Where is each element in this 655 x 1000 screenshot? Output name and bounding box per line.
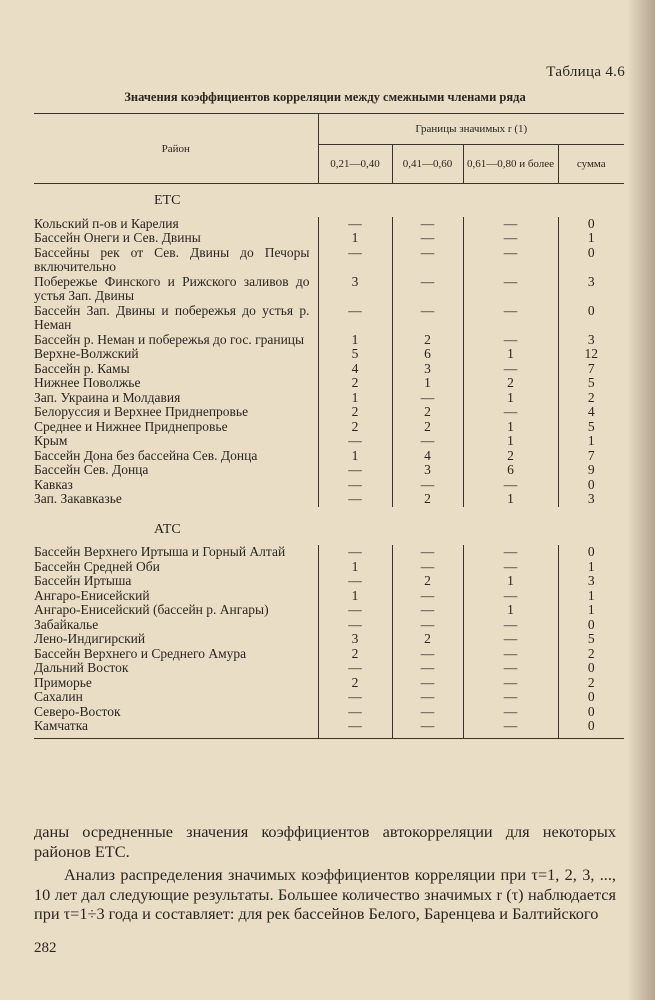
region-cell: Лено-Индигирский — [34, 631, 146, 646]
table-row — [34, 304, 624, 333]
header-col-3: 0,61—0,80 и более — [463, 145, 558, 184]
value-cell: 2 — [392, 632, 463, 647]
sum-cell: 0 — [558, 545, 624, 560]
header-col-1: 0,21—0,40 — [318, 145, 392, 184]
page-number: 282 — [34, 940, 57, 956]
value-cell: 1 — [463, 603, 558, 618]
value-cell: — — [392, 391, 463, 406]
table-row — [34, 275, 624, 304]
table-row — [34, 632, 624, 647]
table-row — [34, 603, 624, 618]
table-row — [34, 376, 624, 391]
sum-cell: 7 — [558, 362, 624, 377]
value-cell: 5 — [318, 347, 392, 362]
sum-cell: 9 — [558, 463, 624, 478]
paragraph: Анализ распределения значимых коэффициентов корреляции при τ=1, 2, 3, ..., 10 лет дал следующие результаты. Большее количество значимых r (τ) наблюдается при τ=1÷3 года и составляет: для рек бассейнов Белого, Баренцева и Балтийского — [34, 865, 616, 923]
table-row — [34, 362, 624, 377]
value-cell: — — [463, 705, 558, 720]
sum-cell: 12 — [558, 347, 624, 362]
table-row — [34, 705, 624, 720]
value-cell: 3 — [318, 275, 392, 304]
table-row — [34, 647, 624, 662]
sum-cell: 0 — [558, 690, 624, 705]
region-cell: Бассейн Средней Оби — [34, 558, 160, 574]
value-cell: — — [318, 478, 392, 493]
region-cell: Дальний Восток — [34, 660, 129, 675]
value-cell: 2 — [392, 574, 463, 589]
value-cell: — — [392, 647, 463, 662]
value-cell: 1 — [318, 449, 392, 464]
value-cell: — — [463, 304, 558, 333]
value-cell: — — [463, 661, 558, 676]
sum-cell: 5 — [558, 420, 624, 435]
value-cell: 1 — [463, 434, 558, 449]
region-cell: Зап. Украина и Молдавия — [34, 389, 181, 405]
value-cell: 2 — [318, 676, 392, 691]
value-cell: — — [463, 231, 558, 246]
value-cell: — — [463, 560, 558, 575]
value-cell: — — [318, 304, 392, 333]
region-cell: Приморье — [34, 674, 92, 690]
region-cell: Побережье Финского и Рижского заливов до устья Зап. Двины — [34, 273, 310, 303]
value-cell: — — [318, 574, 392, 589]
value-cell: — — [463, 246, 558, 275]
value-cell: — — [463, 405, 558, 420]
sum-cell: 0 — [558, 705, 624, 720]
region-cell: Бассейны рек от Сев. Двины до Печоры включительно — [34, 244, 310, 274]
table-number: Таблица 4.6 — [546, 64, 625, 80]
value-cell: 2 — [463, 449, 558, 464]
region-cell: Бассейн Верхнего и Среднего Амура — [34, 645, 247, 661]
value-cell: — — [318, 246, 392, 275]
sum-cell: 1 — [558, 231, 624, 246]
region-cell: Бассейн Онеги и Сев. Двины — [34, 230, 201, 245]
body-text — [34, 822, 616, 924]
value-cell: 6 — [392, 347, 463, 362]
value-cell: 4 — [318, 362, 392, 377]
value-cell: 1 — [318, 560, 392, 575]
value-cell: — — [463, 333, 558, 348]
value-cell: — — [392, 719, 463, 738]
value-cell: — — [463, 690, 558, 705]
value-cell: — — [463, 362, 558, 377]
value-cell: — — [318, 719, 392, 738]
section-row — [34, 507, 624, 546]
value-cell: 4 — [392, 449, 463, 464]
header-region: Район — [34, 114, 318, 184]
value-cell: — — [463, 217, 558, 232]
region-cell: Среднее и Нижнее Приднепровье — [34, 418, 228, 434]
value-cell: — — [392, 676, 463, 691]
table-row — [34, 560, 624, 575]
sum-cell: 1 — [558, 434, 624, 449]
value-cell: — — [463, 275, 558, 304]
value-cell: 1 — [318, 333, 392, 348]
section-title: ЕТС — [154, 193, 181, 208]
region-cell: Нижнее Поволжье — [34, 375, 141, 390]
value-cell: 2 — [392, 333, 463, 348]
sum-cell: 1 — [558, 560, 624, 575]
value-cell: — — [392, 246, 463, 275]
value-cell: 2 — [318, 420, 392, 435]
value-cell: 1 — [392, 376, 463, 391]
table-row — [34, 347, 624, 362]
sum-cell: 7 — [558, 449, 624, 464]
value-cell: — — [392, 478, 463, 493]
value-cell: — — [392, 231, 463, 246]
value-cell: 2 — [318, 647, 392, 662]
value-cell: — — [392, 705, 463, 720]
sum-cell: 4 — [558, 405, 624, 420]
sum-cell: 0 — [558, 304, 624, 333]
sum-cell: 5 — [558, 632, 624, 647]
value-cell: — — [392, 545, 463, 560]
value-cell: — — [318, 545, 392, 560]
value-cell: — — [463, 618, 558, 633]
value-cell: 3 — [318, 632, 392, 647]
value-cell: — — [318, 492, 392, 507]
value-cell: — — [392, 661, 463, 676]
table-row — [34, 405, 624, 420]
value-cell: 1 — [463, 420, 558, 435]
sum-cell: 1 — [558, 603, 624, 618]
value-cell: 2 — [318, 405, 392, 420]
table-row — [34, 434, 624, 449]
sum-cell: 0 — [558, 246, 624, 275]
value-cell: 1 — [463, 574, 558, 589]
table-row — [34, 574, 624, 589]
sum-cell: 3 — [558, 333, 624, 348]
value-cell: 2 — [392, 492, 463, 507]
sum-cell: 0 — [558, 661, 624, 676]
region-cell: Бассейн р. Неман и побережья до гос. границы — [34, 331, 305, 347]
value-cell: 3 — [392, 362, 463, 377]
region-cell: Кавказ — [34, 476, 73, 492]
region-cell: Ангаро-Енисейский — [34, 587, 150, 603]
table-row — [34, 719, 624, 738]
value-cell: — — [392, 275, 463, 304]
paragraph: даны осредненные значения коэффициентов автокорреляции для некоторых районов ЕТС. — [34, 822, 616, 861]
value-cell: — — [318, 690, 392, 705]
value-cell: 1 — [318, 589, 392, 604]
value-cell: — — [392, 618, 463, 633]
value-cell: 2 — [392, 405, 463, 420]
sum-cell: 0 — [558, 618, 624, 633]
value-cell: — — [392, 560, 463, 575]
region-cell: Крым — [34, 433, 68, 448]
value-cell: — — [463, 647, 558, 662]
region-cell: Бассейн Верхнего Иртыша и Горный Алтай — [34, 544, 286, 559]
region-cell: Бассейн Зап. Двины и побережья до устья р. Неман — [34, 302, 310, 332]
value-cell: — — [318, 705, 392, 720]
value-cell: — — [463, 632, 558, 647]
header-col-sum: сумма — [558, 145, 624, 184]
sum-cell: 5 — [558, 376, 624, 391]
table-row — [34, 246, 624, 275]
sum-cell: 3 — [558, 574, 624, 589]
table-row — [34, 463, 624, 478]
header-group: Границы значимых r (1) — [318, 114, 624, 145]
region-cell: Кольский п-ов и Карелия — [34, 215, 179, 231]
section-title: АТС — [154, 521, 181, 537]
table-row — [34, 420, 624, 435]
value-cell: 1 — [318, 231, 392, 246]
value-cell: — — [318, 661, 392, 676]
table-row — [34, 676, 624, 691]
sum-cell: 0 — [558, 719, 624, 738]
table-row — [34, 391, 624, 406]
value-cell: — — [318, 603, 392, 618]
value-cell: 1 — [463, 347, 558, 362]
value-cell: 2 — [463, 376, 558, 391]
value-cell: — — [392, 603, 463, 618]
value-cell: 1 — [318, 391, 392, 406]
value-cell: 1 — [463, 492, 558, 507]
region-cell: Бассейн Иртыша — [34, 573, 132, 588]
value-cell: — — [463, 676, 558, 691]
sum-cell: 3 — [558, 275, 624, 304]
sum-cell: 0 — [558, 217, 624, 232]
region-cell: Ангаро-Енисейский (бассейн р. Ангары) — [34, 602, 269, 617]
value-cell: — — [392, 217, 463, 232]
value-cell: — — [463, 545, 558, 560]
value-cell: — — [463, 719, 558, 738]
value-cell: — — [318, 434, 392, 449]
correlation-table — [34, 113, 624, 739]
value-cell: — — [392, 690, 463, 705]
section-row — [34, 184, 624, 217]
table-row — [34, 618, 624, 633]
value-cell: 2 — [318, 376, 392, 391]
region-cell: Бассейн р. Камы — [34, 360, 130, 376]
table-body — [34, 184, 624, 739]
sum-cell: 2 — [558, 391, 624, 406]
value-cell: — — [318, 618, 392, 633]
value-cell: — — [463, 478, 558, 493]
table-row — [34, 589, 624, 604]
value-cell: — — [463, 589, 558, 604]
sum-cell: 3 — [558, 492, 624, 507]
region-cell: Забайкалье — [34, 616, 99, 632]
table-row — [34, 478, 624, 493]
region-cell: Зап. Закавказье — [34, 491, 122, 506]
sum-cell: 1 — [558, 589, 624, 604]
region-cell: Бассейн Сев. Донца — [34, 462, 149, 477]
sum-cell: 2 — [558, 676, 624, 691]
page-edge-shadow — [627, 0, 655, 1000]
table-row — [34, 492, 624, 507]
value-cell: — — [392, 304, 463, 333]
table-row — [34, 333, 624, 348]
region-cell: Верхне-Волжский — [34, 346, 139, 361]
value-cell: — — [392, 589, 463, 604]
value-cell: 2 — [392, 420, 463, 435]
sum-cell: 0 — [558, 478, 624, 493]
table-row — [34, 231, 624, 246]
table-row — [34, 217, 624, 232]
value-cell: — — [318, 463, 392, 478]
value-cell: 6 — [463, 463, 558, 478]
table-row — [34, 661, 624, 676]
header-col-2: 0,41—0,60 — [392, 145, 463, 184]
value-cell: — — [392, 434, 463, 449]
table-row — [34, 449, 624, 464]
table-row — [34, 690, 624, 705]
region-cell: Камчатка — [34, 719, 318, 738]
value-cell: 3 — [392, 463, 463, 478]
region-cell: Белоруссия и Верхнее Приднепровье — [34, 404, 249, 419]
sum-cell: 2 — [558, 647, 624, 662]
value-cell: — — [318, 217, 392, 232]
region-cell: Северо-Восток — [34, 703, 121, 719]
region-cell: Бассейн Дона без бассейна Сев. Донца — [34, 447, 258, 463]
value-cell: 1 — [463, 391, 558, 406]
region-cell: Сахалин — [34, 689, 83, 704]
table-row — [34, 545, 624, 560]
table-caption: Значения коэффициентов корреляции между смежными членами ряда — [124, 90, 526, 104]
